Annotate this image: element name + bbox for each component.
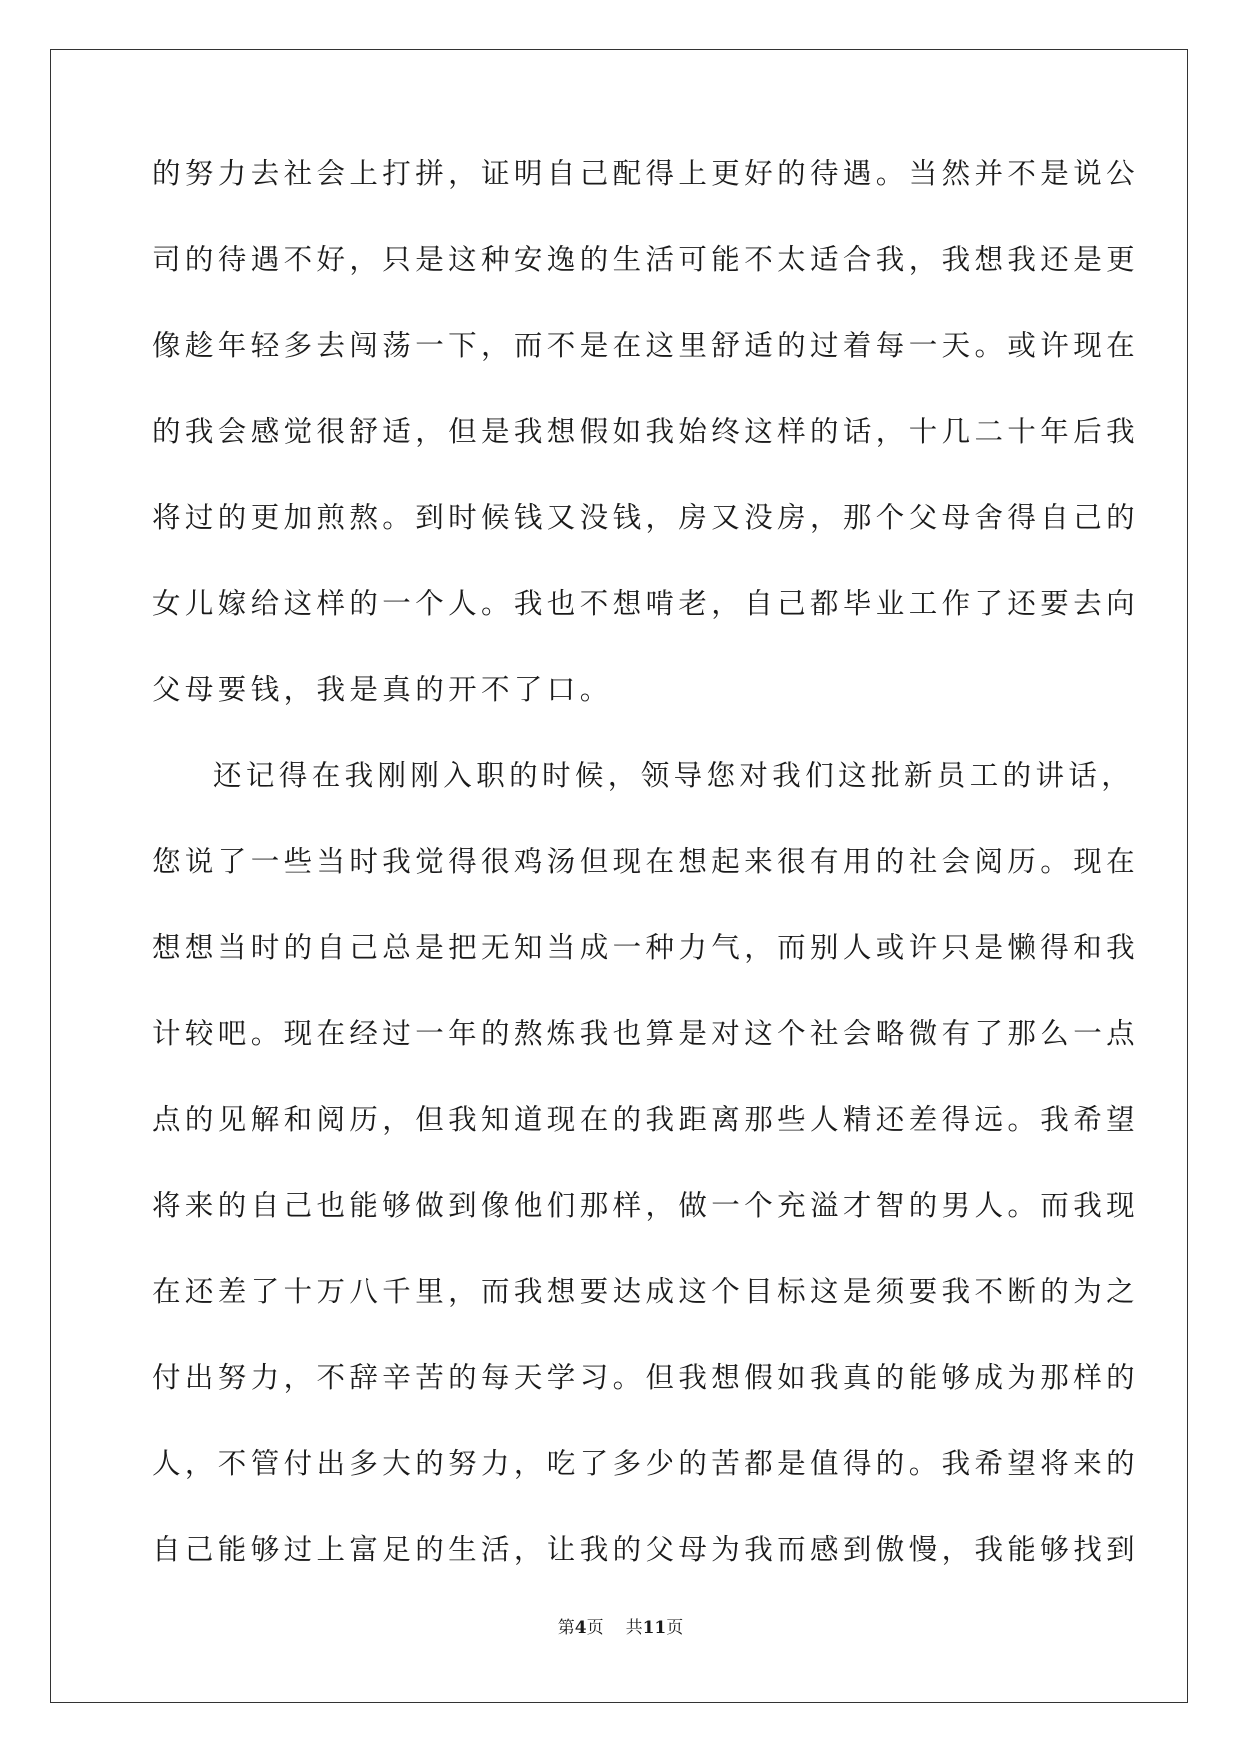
- total-label-suffix: 页: [666, 1618, 684, 1638]
- paragraph-first-line: 还记得在我刚刚入职的时候，领导您对我们这批新员工的讲话，: [213, 759, 1135, 792]
- text-line: 像趁年轻多去闯荡一下，而不是在这里舒适的过着每一天。或许现在: [152, 329, 1140, 362]
- text-line: 将过的更加煎熬。到时候钱又没钱，房又没房，那个父母舍得自己的: [152, 501, 1140, 534]
- text-line: 司的待遇不好，只是这种安逸的生活可能不太适合我，我想我还是更: [152, 243, 1140, 276]
- text-line: 计较吧。现在经过一年的熬炼我也算是对这个社会略微有了那么一点: [152, 1017, 1140, 1050]
- text-line: 付出努力，不辞辛苦的每天学习。但我想假如我真的能够成为那样的: [152, 1361, 1140, 1394]
- text-line: 父母要钱，我是真的开不了口。: [152, 673, 613, 706]
- text-line: 将来的自己也能够做到像他们那样，做一个充溢才智的男人。而我现: [152, 1189, 1140, 1222]
- text-line: 想想当时的自己总是把无知当成一种力气，而别人或许只是懒得和我: [152, 931, 1140, 964]
- text-line: 点的见解和阅历，但我知道现在的我距离那些人精还差得远。我希望: [152, 1103, 1140, 1136]
- page-number: 4: [574, 1618, 587, 1638]
- page-footer: [0, 1620, 1241, 1637]
- page-label-prefix: 第: [557, 1618, 575, 1638]
- total-label-prefix: 共: [625, 1618, 643, 1638]
- text-line: 女儿嫁给这样的一个人。我也不想啃老，自己都毕业工作了还要去向: [152, 587, 1140, 620]
- text-line: 人，不管付出多大的努力，吃了多少的苦都是值得的。我希望将来的: [152, 1447, 1140, 1480]
- total-pages: 11: [642, 1618, 667, 1638]
- text-line: 在还差了十万八千里，而我想要达成这个目标这是须要我不断的为之: [152, 1275, 1140, 1308]
- text-line: 您说了一些当时我觉得很鸡汤但现在想起来很有用的社会阅历。现在: [152, 845, 1140, 878]
- text-line: 的努力去社会上打拼，证明自己配得上更好的待遇。当然并不是说公: [152, 157, 1140, 190]
- text-line: 自己能够过上富足的生活，让我的父母为我而感到傲慢，我能够找到: [152, 1533, 1140, 1566]
- text-line: 的我会感觉很舒适，但是我想假如我始终这样的话，十几二十年后我: [152, 415, 1140, 448]
- page-label-suffix: 页: [586, 1618, 604, 1638]
